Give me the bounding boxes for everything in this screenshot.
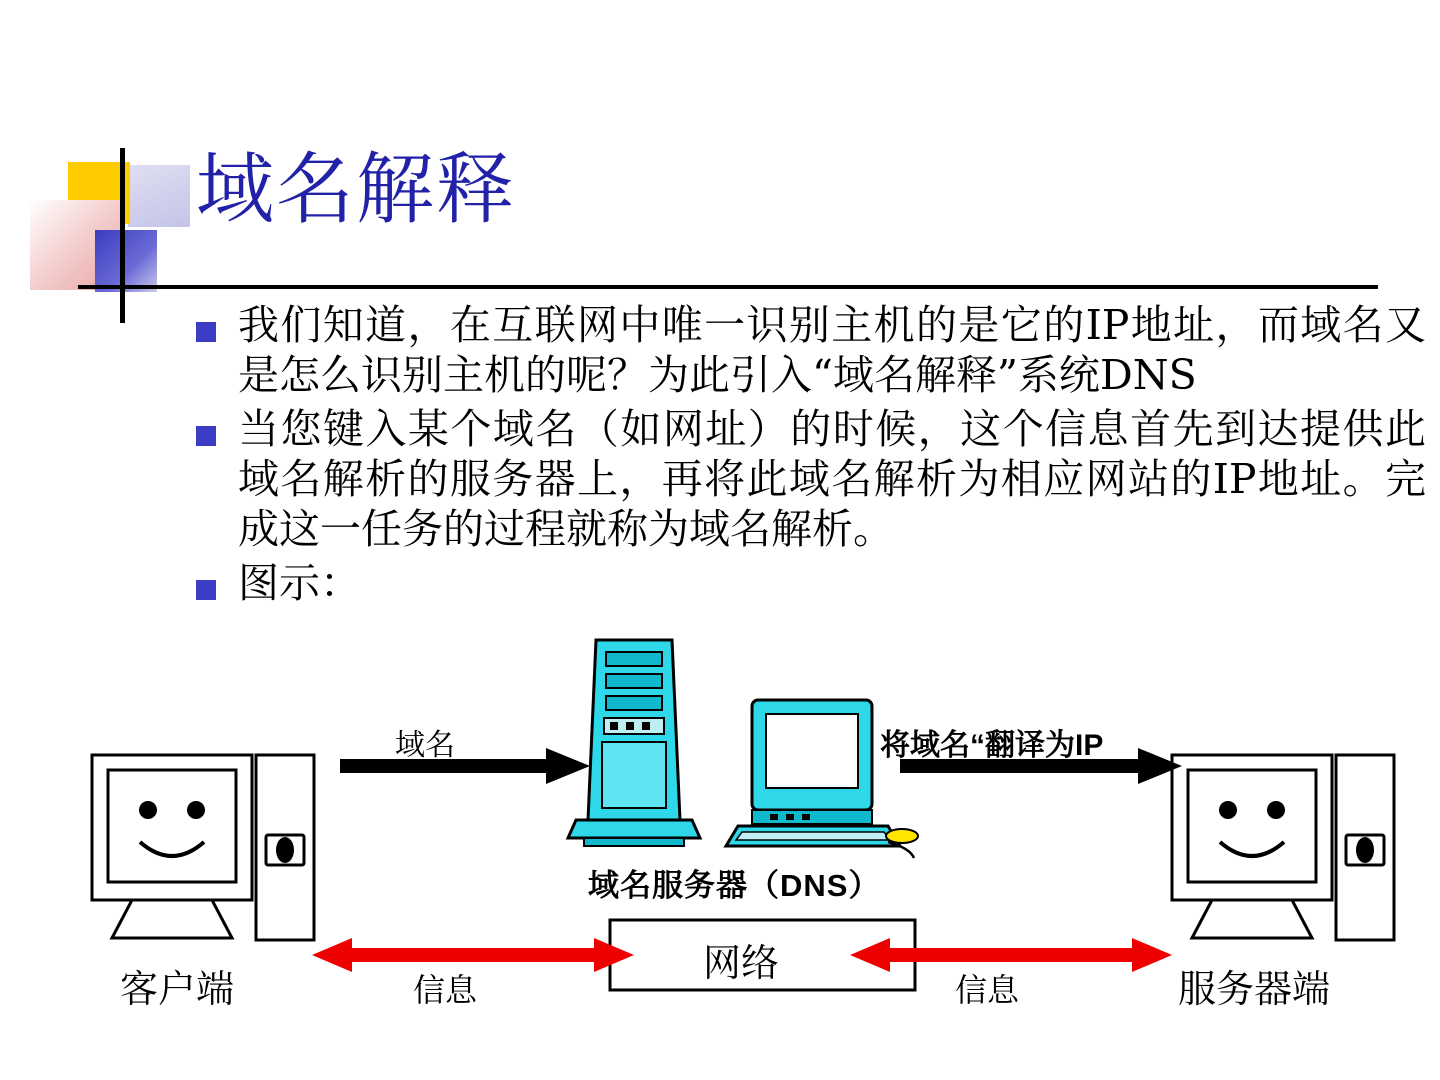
- bullet-text: 图示：: [238, 559, 361, 608]
- decor-square-blue-fade: [128, 165, 190, 227]
- edge-label-info-right: 信息: [955, 971, 1020, 1009]
- arrow-domain-name: [340, 748, 590, 784]
- bullet-marker-icon: [196, 426, 216, 446]
- bullet-text: 我们知道，在互联网中唯一识别主机的是它的IP地址，而域名又是怎么识别主机的呢？为此引入“域名解释”系统DNS: [238, 301, 1426, 400]
- bullet-marker-icon: [196, 580, 216, 600]
- list-item: [196, 404, 1426, 554]
- dns-server-tower-icon: [568, 640, 700, 846]
- server-computer-icon: [1172, 755, 1394, 940]
- bullet-list: [196, 300, 1426, 612]
- node-label-server: 服务器端: [1178, 967, 1331, 1011]
- edge-label-translate-to-ip: 将域名“翻译为IP: [880, 729, 1104, 762]
- list-item: [196, 300, 1426, 400]
- list-item: [196, 558, 1426, 608]
- title-underline: [78, 285, 1378, 289]
- decor-square-blue: [95, 230, 157, 292]
- bullet-marker-icon: [196, 322, 216, 342]
- dns-flow-diagram: [0, 620, 1440, 1080]
- node-label-client: 客户端: [120, 967, 235, 1011]
- node-label-dns-server: 域名服务器（DNS）: [588, 868, 881, 903]
- title-decoration: [0, 120, 220, 310]
- bullet-text: 当您键入某个域名（如网址）的时候，这个信息首先到达提供此域名解析的服务器上，再将此域名解析为相应网站的IP地址。完成这一任务的过程就称为域名解析。: [238, 405, 1426, 554]
- edge-label-domain-name: 域名: [395, 728, 455, 763]
- node-label-network: 网络: [703, 941, 780, 985]
- edge-label-info-left: 信息: [413, 971, 478, 1009]
- decor-vertical-line: [120, 148, 125, 323]
- page-title: 域名解释: [196, 145, 517, 235]
- client-computer-icon: [92, 755, 314, 940]
